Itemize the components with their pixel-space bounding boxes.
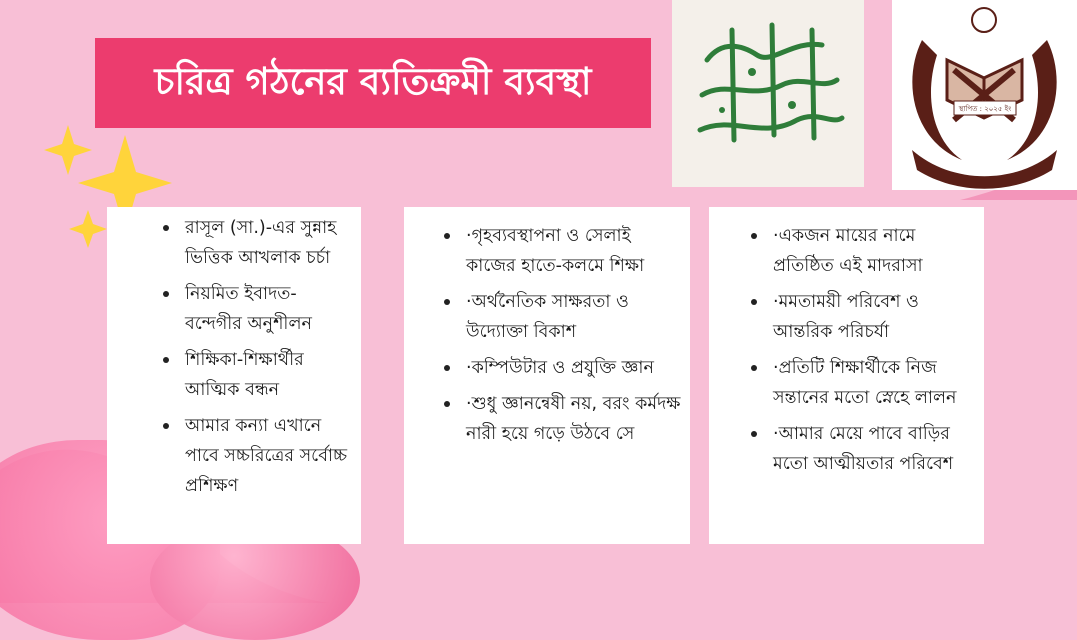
list-item: ·অর্থনৈতিক সাক্ষরতা ও উদ্যোক্তা বিকাশ xyxy=(452,287,682,347)
arabic-calligraphy-icon xyxy=(672,0,864,187)
feature-card-2 xyxy=(404,207,690,544)
list-item: ·মমতাময়ী পরিবেশ ও আন্তরিক পরিচর্যা xyxy=(759,287,978,347)
list-item: নিয়মিত ইবাদত-বন্দেগীর অনুশীলন xyxy=(171,279,353,339)
title-banner xyxy=(95,38,651,128)
list-item: রাসূল (সা.)-এর সুন্নাহ ভিত্তিক আখলাক চর্চা xyxy=(171,213,353,273)
calligraphy-logo xyxy=(672,0,864,187)
established-text: স্থাপিত : ২০২৫ ইং xyxy=(958,105,1012,113)
list-item: ·কম্পিউটার ও প্রযুক্তি জ্ঞান xyxy=(452,353,682,383)
list-item: শিক্ষিকা-শিক্ষার্থীর আত্মিক বন্ধন xyxy=(171,345,353,405)
list-item: আমার কন্যা এখানে পাবে সচ্চরিত্রের সর্বোচ্চ প্রশিক্ষণ xyxy=(171,411,353,501)
madrasa-emblem-logo xyxy=(892,0,1077,190)
page-title: চরিত্র গঠনের ব্যতিক্রমী ব্যবস্থা xyxy=(154,59,592,103)
feature-card-3 xyxy=(709,207,984,544)
list-item: ·গৃহব্যবস্থাপনা ও সেলাই কাজের হাতে-কলমে শিক্ষা xyxy=(452,221,682,281)
feature-card-1 xyxy=(107,207,361,544)
list-item: ·প্রতিটি শিক্ষার্থীকে নিজ সন্তানের মতো স্নেহে লালন xyxy=(759,353,978,413)
quran-emblem-icon xyxy=(892,0,1077,190)
list-item: ·শুধু জ্ঞানন্বেষী নয়, বরং কর্মদক্ষ নারী হয়ে গড়ে উঠবে সে xyxy=(452,389,682,449)
list-item: ·আমার মেয়ে পাবে বাড়ির মতো আত্মীয়তার পরিবেশ xyxy=(759,419,978,479)
list-item: ·একজন মায়ের নামে প্রতিষ্ঠিত এই মাদরাসা xyxy=(759,221,978,281)
